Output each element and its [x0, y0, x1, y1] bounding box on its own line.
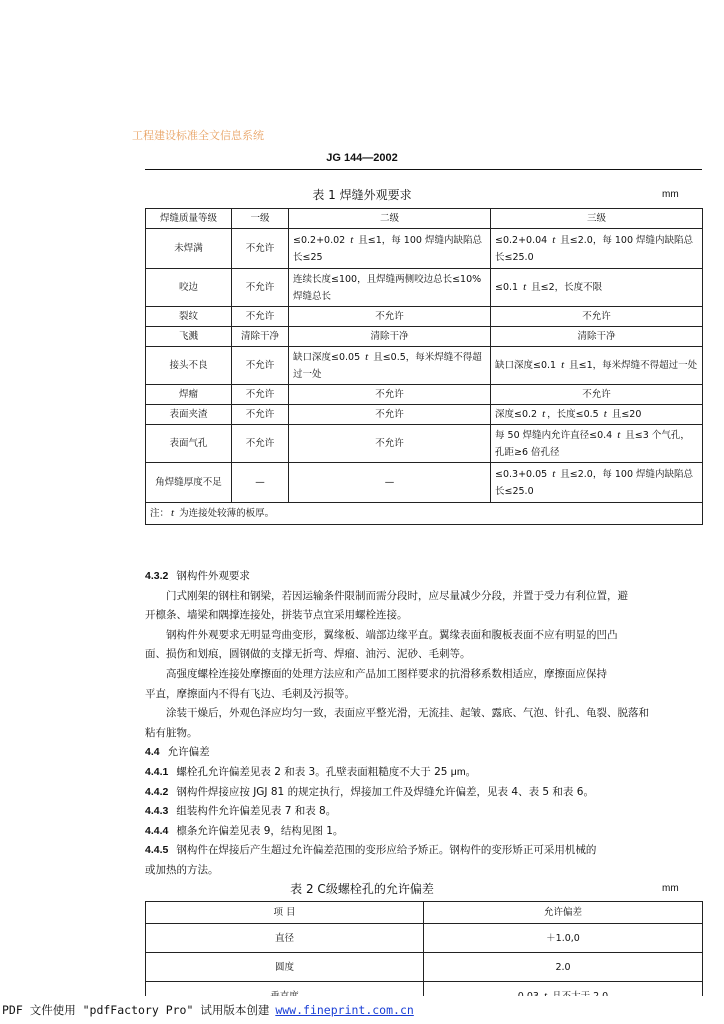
table1-unit: mm — [662, 189, 679, 200]
table1-cell: 不允许 — [232, 405, 289, 425]
row-label-cell: 飞溅 — [146, 327, 232, 347]
table1-row — [146, 425, 703, 463]
table1-cell — [491, 269, 703, 307]
cell-text-part: ≤0.2+0.04 — [495, 234, 551, 246]
table1-note — [146, 503, 703, 525]
table1-cell: 不允许 — [289, 307, 491, 327]
watermark-text: 工程建设标准全文信息系统 — [132, 129, 264, 142]
cell-text-part: 且≤1，每 100 焊缝内缺陷总长≤25 — [293, 234, 482, 263]
clause-4-3-2-para3-cont: 平直，摩擦面内不得有飞边、毛刺及污损等。 — [145, 687, 355, 700]
thickness-symbol: t — [523, 281, 527, 293]
table1-cell: 清除干净 — [232, 327, 289, 347]
table1-cell — [491, 229, 703, 269]
clause-4-4-3: 4.4.3 组装构件允许偏差见表 7 和表 8。 — [145, 805, 337, 818]
clauses-section — [145, 567, 705, 881]
clause-4-3-2-para2-cont: 面、损伤和划痕，圆钢做的支撑无折弯、焊瘤、油污、泥砂、毛刺等。 — [145, 648, 471, 661]
cell-text-part: 且≤0.5，每米焊缝不得超过一处 — [293, 351, 482, 380]
table1-cell: 不允许 — [289, 385, 491, 405]
row-label-cell: 表面气孔 — [146, 425, 232, 463]
cell-text-part: ≤0.3+0.05 — [495, 468, 551, 480]
cell-text-part: 且≤2.0，每 100 焊缝内缺陷总长≤25.0 — [495, 234, 694, 263]
table1-row — [146, 327, 703, 347]
bolt-hole-tolerance-table — [145, 901, 703, 1011]
table2-header-cell: 允许偏差 — [424, 902, 703, 924]
table2-header-cell: 项 目 — [146, 902, 424, 924]
cell-text-part: 且≤2.0，每 100 焊缝内缺陷总长≤25.0 — [495, 468, 694, 497]
table1-cell: 不允许 — [232, 425, 289, 463]
table1-row — [146, 347, 703, 385]
table2-value-cell: 2.0 — [424, 953, 703, 982]
thickness-symbol: t — [171, 507, 175, 519]
table2-caption: 表 2 C级螺栓孔的允许偏差 — [290, 882, 434, 896]
thickness-symbol: t — [365, 350, 369, 363]
table1-note-row — [146, 503, 703, 525]
clause-4-4-2: 4.4.2 钢构件焊接应按 JGJ 81 的规定执行，焊接加工件及焊缝允许偏差，见表 4、表 5 和表 6。 — [145, 785, 594, 798]
thickness-symbol: t — [603, 408, 607, 420]
table1-cell: 不允许 — [232, 229, 289, 269]
footer-link[interactable]: www.fineprint.com.cn — [275, 1003, 414, 1017]
table1-cell: 清除干净 — [289, 327, 491, 347]
thickness-symbol: t — [552, 233, 556, 246]
table1-header-cell: 三级 — [491, 209, 703, 229]
cell-text-part: ，长度≤0.5 — [547, 409, 602, 420]
cell-text-part: 注： — [150, 508, 170, 519]
row-label-cell: 未焊满 — [146, 229, 232, 269]
row-label-cell: 裂纹 — [146, 307, 232, 327]
table1-cell: 清除干净 — [491, 327, 703, 347]
table1-header-cell: 焊缝质量等级 — [146, 209, 232, 229]
table1-header-cell: 一级 — [232, 209, 289, 229]
cell-text-part: 且≤2，长度不限 — [528, 282, 603, 293]
clause-4-3-2-para4-cont: 粘有脏物。 — [145, 726, 198, 739]
clause-4-4-5: 4.4.5 钢构件在焊接后产生超过允许偏差范围的变形应给予矫正。钢构件的变形矫正可采用机械的 — [145, 844, 597, 857]
table1-cell — [491, 425, 703, 463]
table1-cell: 不允许 — [232, 385, 289, 405]
clause-4-4-4: 4.4.4 檩条允许偏差见表 9，结构见图 1。 — [145, 824, 344, 837]
table1-cell: 不允许 — [289, 425, 491, 463]
thickness-symbol: t — [542, 408, 546, 420]
table1-cell — [289, 229, 491, 269]
footer-text: PDF 文件使用 "pdfFactory Pro" 试用版本创建 — [2, 1003, 270, 1017]
table2-row — [146, 953, 703, 982]
cell-text-part: 缺口深度≤0.05 — [293, 351, 364, 363]
table1-row — [146, 405, 703, 425]
cell-text-part: 为连接处较薄的板厚。 — [176, 508, 275, 519]
cell-text-part: 且≤3 个气孔，孔距≥6 倍孔径 — [495, 429, 690, 458]
table1-cell: 不允许 — [232, 307, 289, 327]
thickness-symbol: t — [350, 233, 354, 246]
clause-4-3-2-para3: 高强度螺栓连接处摩擦面的处理方法应和产品加工图样要求的抗滑移系数相适应，摩擦面应保持 — [166, 667, 607, 680]
table1-cell: 不允许 — [232, 347, 289, 385]
table1-cell — [491, 347, 703, 385]
table1-cell: — — [289, 463, 491, 503]
table2-value-cell: ＋1.0,0 — [424, 924, 703, 953]
table1-cell — [289, 347, 491, 385]
clause-4-4-1: 4.4.1 螺栓孔允许偏差见表 2 和表 3。孔壁表面粗糙度不大于 25 μm。 — [145, 765, 477, 778]
clause-4-4-5-cont: 或加热的方法。 — [145, 863, 219, 876]
clause-4-3-2-heading: 4.3.2 钢构件外观要求 — [145, 570, 250, 582]
pdf-footer — [0, 996, 724, 1024]
table1-row — [146, 229, 703, 269]
table2-item-cell: 圆度 — [146, 953, 424, 982]
table1-caption: 表 1 焊缝外观要求 — [312, 188, 412, 202]
table1-cell: 不允许 — [491, 307, 703, 327]
table1-cell: — — [232, 463, 289, 503]
table1-cell — [491, 463, 703, 503]
thickness-symbol: t — [617, 428, 621, 441]
cell-text-part: 缺口深度≤0.1 — [495, 360, 560, 371]
table2-header-row — [146, 902, 703, 924]
table1-row — [146, 269, 703, 307]
table1-header-cell: 二级 — [289, 209, 491, 229]
clause-4-3-2-para1: 门式刚架的钢柱和钢梁，若因运输条件限制而需分段时，应尽量减少分段，并置于受力有利位置，避 — [166, 589, 628, 602]
row-label-cell: 咬边 — [146, 269, 232, 307]
table2-unit: mm — [662, 883, 679, 894]
clause-4-3-2-para2: 钢构件外观要求无明显弯曲变形，翼缘板、端部边缘平直。翼缘表面和腹板表面不应有明显的凹凸 — [166, 628, 618, 641]
clause-4-3-2-para1-cont: 开檩条、墙梁和隅撑连接处，拼装节点宜采用螺栓连接。 — [145, 609, 408, 622]
header-rule — [145, 169, 702, 170]
row-label-cell: 焊瘤 — [146, 385, 232, 405]
clause-4-3-2-para4: 涂装干燥后，外观色泽应均匀一致，表面应平整光滑，无流挂、起皱、露底、气泡、针孔、龟裂、脱落和 — [166, 707, 649, 720]
cell-text-part: 每 50 焊缝内允许直径≤0.4 — [495, 429, 616, 441]
table1-row — [146, 385, 703, 405]
table1-cell: 不允许 — [232, 269, 289, 307]
table1-header-row — [146, 209, 703, 229]
standard-code: JG 144—2002 — [326, 152, 398, 164]
cell-text-part: ≤0.2+0.02 — [293, 234, 349, 246]
table2-item-cell: 直径 — [146, 924, 424, 953]
table1-cell: 不允许 — [289, 405, 491, 425]
row-label-cell: 接头不良 — [146, 347, 232, 385]
weld-appearance-table — [145, 208, 703, 525]
row-label-cell: 角焊缝厚度不足 — [146, 463, 232, 503]
table1-cell — [491, 405, 703, 425]
cell-text-part: 深度≤0.2 — [495, 409, 541, 420]
table1-cell: 不允许 — [491, 385, 703, 405]
cell-text-part: 且≤1，每米焊缝不得超过一处 — [566, 360, 698, 371]
clause-4-4-heading: 4.4 允许偏差 — [145, 746, 210, 759]
thickness-symbol: t — [552, 467, 556, 480]
thickness-symbol: t — [561, 359, 565, 371]
cell-text-part: ≤0.1 — [495, 282, 522, 293]
row-label-cell: 表面夹渣 — [146, 405, 232, 425]
table2-row — [146, 924, 703, 953]
table1-cell: 连续长度≤100，且焊缝两侧咬边总长≤10%焊缝总长 — [289, 269, 491, 307]
cell-text-part: 且≤20 — [608, 409, 642, 420]
table1-row — [146, 307, 703, 327]
table1-row — [146, 463, 703, 503]
